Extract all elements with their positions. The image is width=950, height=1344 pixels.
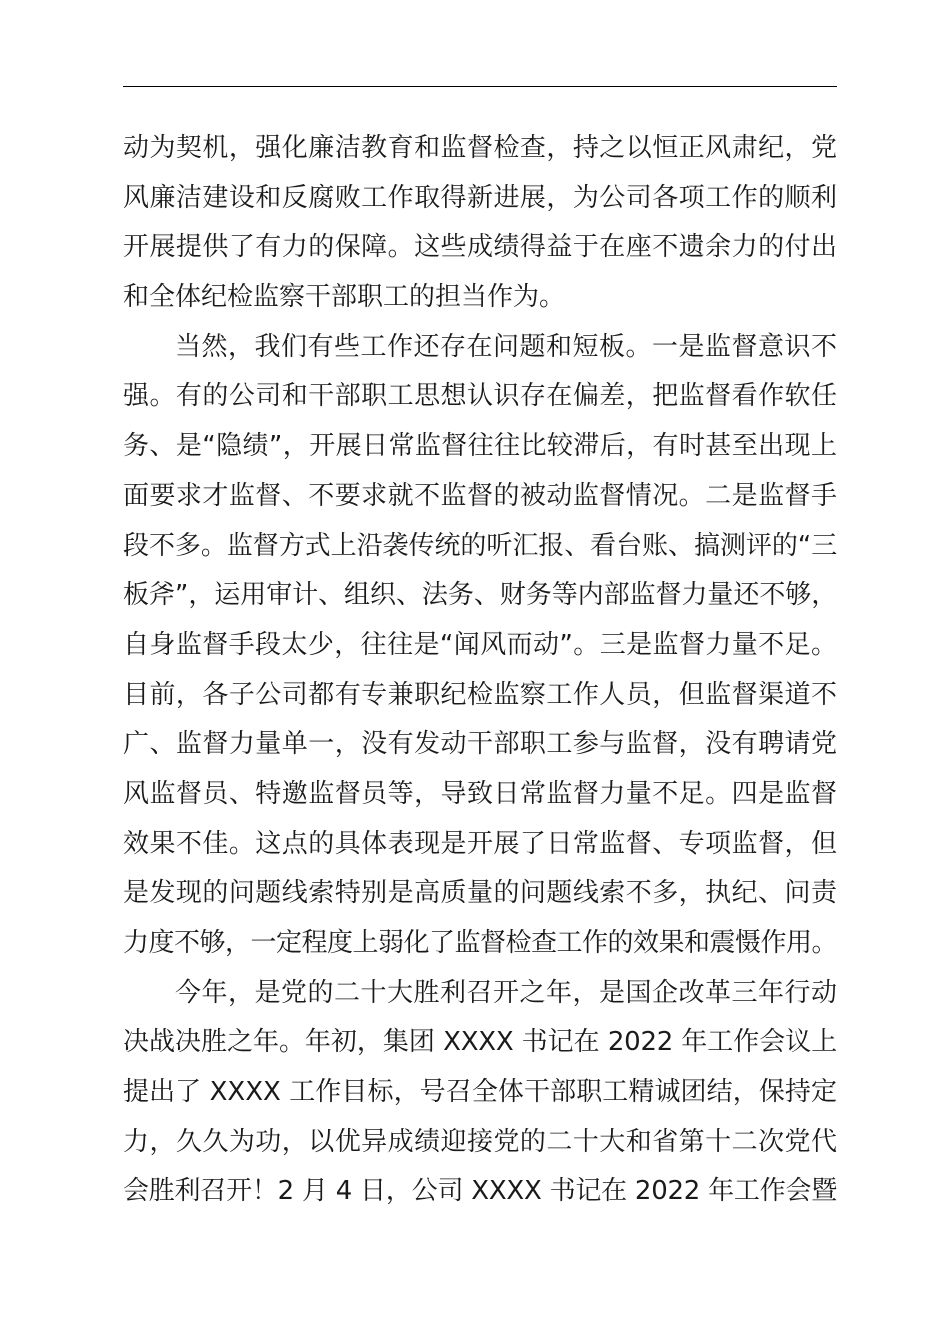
text-line: 提出了 XXXX 工作目标，号召全体干部职工精诚团结，保持定 xyxy=(123,1077,837,1108)
text-line: 风监督员、特邀监督员等，导致日常监督力量不足。四是监督 xyxy=(123,778,837,809)
text-line: 段不多。监督方式上沿袭传统的听汇报、看台账、搞测评的“三 xyxy=(123,530,837,561)
text-line: 务、是“隐绩”，开展日常监督往往比较滞后，有时甚至出现上 xyxy=(123,431,837,462)
text-line: 目前，各子公司都有专兼职纪检监察工作人员，但监督渠道不 xyxy=(123,679,837,710)
text-line: 和全体纪检监察干部职工的担当作为。 xyxy=(123,282,566,313)
text-line: 动为契机，强化廉洁教育和监督检查，持之以恒正风肃纪，党 xyxy=(123,133,837,163)
text-line: 力，久久为功，以优异成绩迎接党的二十大和省第十二次党代 xyxy=(123,1126,837,1157)
body-text xyxy=(123,124,837,1217)
text-line: 是发现的问题线索特别是高质量的问题线索不多，执纪、问责 xyxy=(123,878,837,909)
text-line: 面要求才监督、不要求就不监督的被动监督情况。二是监督手 xyxy=(123,480,837,511)
paragraph-first-line: 今年，是党的二十大胜利召开之年，是国企改革三年行动 xyxy=(175,977,837,1008)
text-line: 强。有的公司和干部职工思想认识存在偏差，把监督看作软任 xyxy=(123,381,837,412)
text-line: 板斧”，运用审计、组织、法务、财务等内部监督力量还不够， xyxy=(123,580,837,611)
text-line: 广、监督力量单一，没有发动干部职工参与监督，没有聘请党 xyxy=(123,729,837,760)
text-line: 风廉洁建设和反腐败工作取得新进展，为公司各项工作的顺利 xyxy=(123,182,837,213)
text-line: 会胜利召开！2 月 4 日，公司 XXXX 书记在 2022 年工作会暨 xyxy=(123,1176,837,1207)
text-line: 自身监督手段太少，往往是“闻风而动”。三是监督力量不足。 xyxy=(123,629,837,660)
text-line: 开展提供了有力的保障。这些成绩得益于在座不遗余力的付出 xyxy=(123,232,837,263)
text-line: 效果不佳。这点的具体表现是开展了日常监督、专项监督，但 xyxy=(123,828,837,859)
text-line: 决战决胜之年。年初，集团 XXXX 书记在 2022 年工作会议上 xyxy=(123,1027,837,1058)
header-rule xyxy=(123,86,837,87)
paragraph-first-line: 当然，我们有些工作还存在问题和短板。一是监督意识不 xyxy=(175,331,837,362)
text-line: 力度不够，一定程度上弱化了监督检查工作的效果和震慑作用。 xyxy=(123,928,838,958)
